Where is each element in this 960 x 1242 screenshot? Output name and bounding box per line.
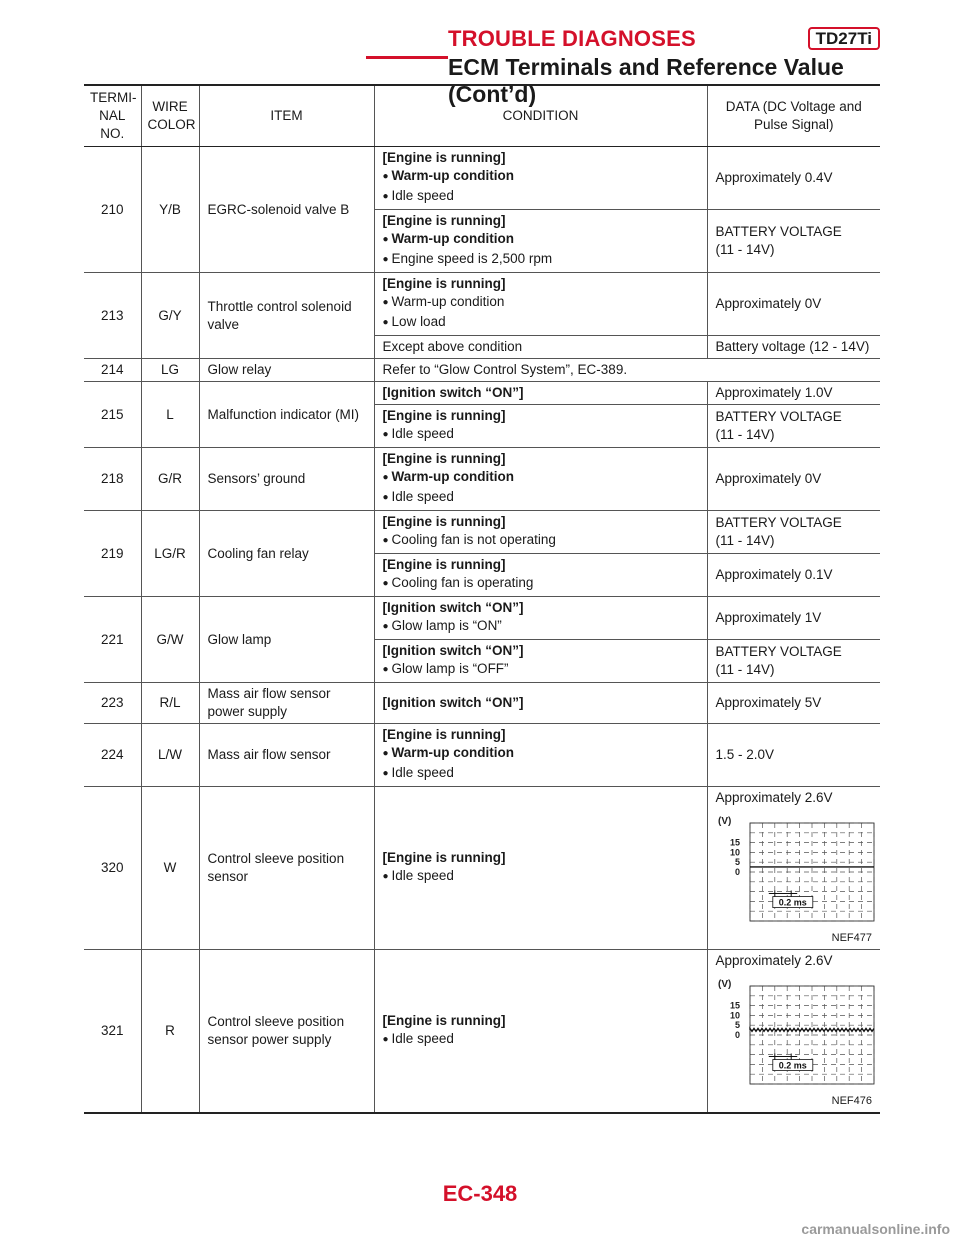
item-name xyxy=(199,273,374,359)
data-value-line: Approximately 2.6V xyxy=(715,953,833,968)
condition-bullet: ● Warm-up condition xyxy=(383,293,699,313)
item-name xyxy=(199,724,374,787)
item-name-line: Glow relay xyxy=(207,362,272,377)
wire-color: W xyxy=(141,787,199,950)
col-header-line: NAL xyxy=(99,108,126,123)
item-name xyxy=(199,359,374,382)
condition-head: [Engine is running] xyxy=(382,557,506,572)
item-name-line: Mass air flow sensor xyxy=(207,686,331,701)
item-name xyxy=(199,950,374,1114)
condition-head: [Engine is running] xyxy=(382,408,506,423)
col-header-data xyxy=(707,86,880,147)
table-header-row xyxy=(84,86,880,147)
data-value-line: BATTERY VOLTAGE xyxy=(715,409,842,424)
item-name-line: sensor xyxy=(207,869,249,884)
data-value xyxy=(707,597,880,640)
page-subtitle: ECM Terminals and Reference Value (Cont’d) xyxy=(448,54,880,108)
condition-bullet: ● Glow lamp is “ON” xyxy=(383,617,699,637)
data-value xyxy=(707,724,880,787)
waveform-y-unit: (V) xyxy=(717,979,731,990)
col-header-terminal xyxy=(84,86,141,147)
item-name xyxy=(199,147,374,273)
data-value-line: BATTERY VOLTAGE xyxy=(715,515,842,530)
condition-cell xyxy=(374,382,707,405)
wire-color: R/L xyxy=(141,683,199,724)
item-name xyxy=(199,382,374,448)
condition-head: [Engine is running] xyxy=(382,150,506,165)
data-value-line: Approximately 2.6V xyxy=(715,790,833,805)
terminal-number: 218 xyxy=(84,448,141,511)
waveform-id: NEF477 xyxy=(831,932,872,944)
terminal-number: 224 xyxy=(84,724,141,787)
condition-bullet: ● Warm-up condition xyxy=(383,167,699,187)
terminal-number: 213 xyxy=(84,273,141,359)
condition-bullet: ● Idle speed xyxy=(383,1030,699,1050)
wire-color: Y/B xyxy=(141,147,199,273)
data-value xyxy=(707,382,880,405)
item-name-line: Control sleeve position xyxy=(207,851,345,866)
waveform-y-tick: 15 xyxy=(729,837,740,848)
data-value xyxy=(707,405,880,448)
wire-color: L/W xyxy=(141,724,199,787)
wire-color: G/Y xyxy=(141,273,199,359)
col-header-line: WIRE xyxy=(152,99,188,114)
waveform-y-tick: 10 xyxy=(729,847,740,858)
data-value-line: Battery voltage (12 - 14V) xyxy=(715,339,870,354)
condition-cell xyxy=(374,336,707,359)
waveform-y-tick: 5 xyxy=(734,857,740,868)
terminal-number: 210 xyxy=(84,147,141,273)
data-value-line: BATTERY VOLTAGE xyxy=(715,644,842,659)
waveform-id: NEF476 xyxy=(831,1095,872,1107)
condition-bullet: ● Idle speed xyxy=(383,425,699,445)
item-name-line: EGRC-solenoid valve B xyxy=(207,201,350,217)
data-value-line: (11 - 14V) xyxy=(715,533,775,548)
data-value-line: (11 - 14V) xyxy=(715,662,775,677)
col-header-line: ITEM xyxy=(270,108,303,123)
condition-head: [Engine is running] xyxy=(382,213,506,228)
condition-head: [Ignition switch “ON”] xyxy=(382,385,524,400)
condition-cell xyxy=(374,554,707,597)
item-name-line: Sensors’ ground xyxy=(207,471,306,486)
table-row xyxy=(84,950,880,1114)
wire-color: G/R xyxy=(141,448,199,511)
data-value-line: (11 - 14V) xyxy=(715,427,775,442)
data-value-line: Approximately 0V xyxy=(715,296,822,311)
item-name-line: Cooling fan relay xyxy=(207,545,309,561)
data-value-line: (11 - 14V) xyxy=(715,242,775,257)
col-header-line: COLOR xyxy=(147,117,196,132)
data-value-line: Approximately 0.4V xyxy=(715,170,833,185)
item-name xyxy=(199,787,374,950)
data-value-line: Approximately 0.1V xyxy=(715,567,833,582)
data-value xyxy=(707,683,880,724)
condition-head: [Ignition switch “ON”] xyxy=(382,600,524,615)
condition-head: [Engine is running] xyxy=(382,727,506,742)
table-row xyxy=(84,147,880,210)
data-value xyxy=(707,210,880,273)
item-name xyxy=(199,597,374,683)
item-name-line: Malfunction indicator (MI) xyxy=(207,406,360,422)
waveform-y-tick: 0 xyxy=(734,867,740,877)
data-value xyxy=(707,787,880,950)
condition-bullet: ● Warm-up condition xyxy=(383,468,699,488)
condition-cell xyxy=(374,273,707,336)
condition-head: [Ignition switch “ON”] xyxy=(382,643,524,658)
condition-bullet: ● Engine speed is 2,500 rpm xyxy=(383,250,699,270)
terminal-number: 223 xyxy=(84,683,141,724)
section-title: TROUBLE DIAGNOSES xyxy=(448,26,696,51)
terminal-number: 219 xyxy=(84,511,141,597)
item-name-line: Mass air flow sensor xyxy=(207,747,331,762)
data-value xyxy=(707,448,880,511)
table-row xyxy=(84,724,880,787)
data-value-line: Approximately 1.0V xyxy=(715,385,833,400)
data-value xyxy=(707,273,880,336)
condition-head: [Engine is running] xyxy=(382,276,506,291)
condition-bullet: ● Glow lamp is “OFF” xyxy=(383,660,699,680)
wire-color: LG xyxy=(141,359,199,382)
col-header-wire-color xyxy=(141,86,199,147)
waveform-graph xyxy=(716,811,876,927)
waveform-y-tick: 5 xyxy=(734,1020,740,1031)
condition-cell xyxy=(374,210,707,273)
condition-bullet: ● Warm-up condition xyxy=(383,230,699,250)
wire-color: R xyxy=(141,950,199,1114)
condition-cell xyxy=(374,511,707,554)
condition-cell xyxy=(374,448,707,511)
waveform-y-tick: 15 xyxy=(729,1000,740,1011)
col-header-line: CONDITION xyxy=(502,108,579,123)
data-value-line: Approximately 5V xyxy=(715,695,822,710)
data-value xyxy=(707,554,880,597)
condition-bullet: ● Low load xyxy=(383,313,699,333)
data-value xyxy=(707,336,880,359)
waveform-y-unit: (V) xyxy=(717,816,731,827)
condition-cell xyxy=(374,787,707,950)
data-value xyxy=(707,640,880,683)
col-header-line: TERMI- xyxy=(90,90,137,105)
model-badge: TD27Ti xyxy=(808,27,880,50)
condition-head: [Engine is running] xyxy=(382,850,506,865)
col-header-line: Pulse Signal) xyxy=(753,117,834,132)
item-name-line: valve xyxy=(207,316,240,332)
wire-color: LG/R xyxy=(141,511,199,597)
waveform-graph xyxy=(716,974,876,1090)
table-row xyxy=(84,597,880,640)
col-header-line: DATA (DC Voltage and xyxy=(725,99,862,114)
terminal-number: 221 xyxy=(84,597,141,683)
condition-head: [Engine is running] xyxy=(382,451,506,466)
page-number: EC-348 xyxy=(442,1181,518,1206)
waveform-y-tick: 0 xyxy=(734,1030,740,1040)
item-name-line: Glow lamp xyxy=(207,631,272,647)
data-value xyxy=(707,950,880,1114)
terminal-number: 321 xyxy=(84,950,141,1114)
table-row xyxy=(84,359,880,382)
condition-cell xyxy=(374,405,707,448)
table-row xyxy=(84,273,880,336)
table-row xyxy=(84,382,880,405)
wire-color: L xyxy=(141,382,199,448)
data-value-line: Approximately 0V xyxy=(715,471,822,486)
waveform-signal xyxy=(750,1029,874,1032)
col-header-item xyxy=(199,86,374,147)
data-value xyxy=(707,147,880,210)
condition-head: [Engine is running] xyxy=(382,514,506,529)
watermark: carmanualsonline.info xyxy=(801,1221,950,1237)
terminal-table xyxy=(84,86,880,1114)
condition-head: [Engine is running] xyxy=(382,1013,506,1028)
col-header-condition xyxy=(374,86,707,147)
condition-cell xyxy=(374,683,707,724)
item-name-line: Control sleeve position xyxy=(207,1014,345,1029)
item-name xyxy=(199,683,374,724)
item-name xyxy=(199,511,374,597)
item-name-line: sensor power supply xyxy=(207,1032,332,1047)
condition-bullet: ● Idle speed xyxy=(383,867,699,887)
data-value-line: 1.5 - 2.0V xyxy=(715,747,775,762)
table-row xyxy=(84,787,880,950)
reference-note: Refer to “Glow Control System”, EC-389. xyxy=(374,359,880,382)
waveform-time-label: 0.2 ms xyxy=(778,1060,807,1071)
condition-bullet: ● Idle speed xyxy=(383,187,699,207)
condition-bullet: ● Cooling fan is operating xyxy=(383,574,699,594)
table-row xyxy=(84,448,880,511)
condition-text: Except above condition xyxy=(382,339,523,354)
item-name-line: power supply xyxy=(207,704,288,719)
data-value xyxy=(707,511,880,554)
data-value-line: Approximately 1V xyxy=(715,610,822,625)
condition-head: [Ignition switch “ON”] xyxy=(382,695,524,710)
waveform-time-label: 0.2 ms xyxy=(778,897,807,908)
condition-bullet: ● Warm-up condition xyxy=(383,744,699,764)
condition-cell xyxy=(374,950,707,1114)
condition-bullet: ● Idle speed xyxy=(383,764,699,784)
terminal-number: 215 xyxy=(84,382,141,448)
table-row xyxy=(84,511,880,554)
terminal-number: 214 xyxy=(84,359,141,382)
condition-bullet: ● Cooling fan is not operating xyxy=(383,531,699,551)
condition-cell xyxy=(374,597,707,640)
table-body xyxy=(84,147,880,1114)
waveform-y-tick: 10 xyxy=(729,1010,740,1021)
terminal-number: 320 xyxy=(84,787,141,950)
item-name-line: Throttle control solenoid xyxy=(207,298,352,314)
item-name xyxy=(199,448,374,511)
condition-cell xyxy=(374,640,707,683)
condition-cell xyxy=(374,724,707,787)
wire-color: G/W xyxy=(141,597,199,683)
col-header-line: NO. xyxy=(100,126,125,141)
condition-cell xyxy=(374,147,707,210)
data-value-line: BATTERY VOLTAGE xyxy=(715,224,842,239)
condition-bullet: ● Idle speed xyxy=(383,488,699,508)
table-row xyxy=(84,683,880,724)
